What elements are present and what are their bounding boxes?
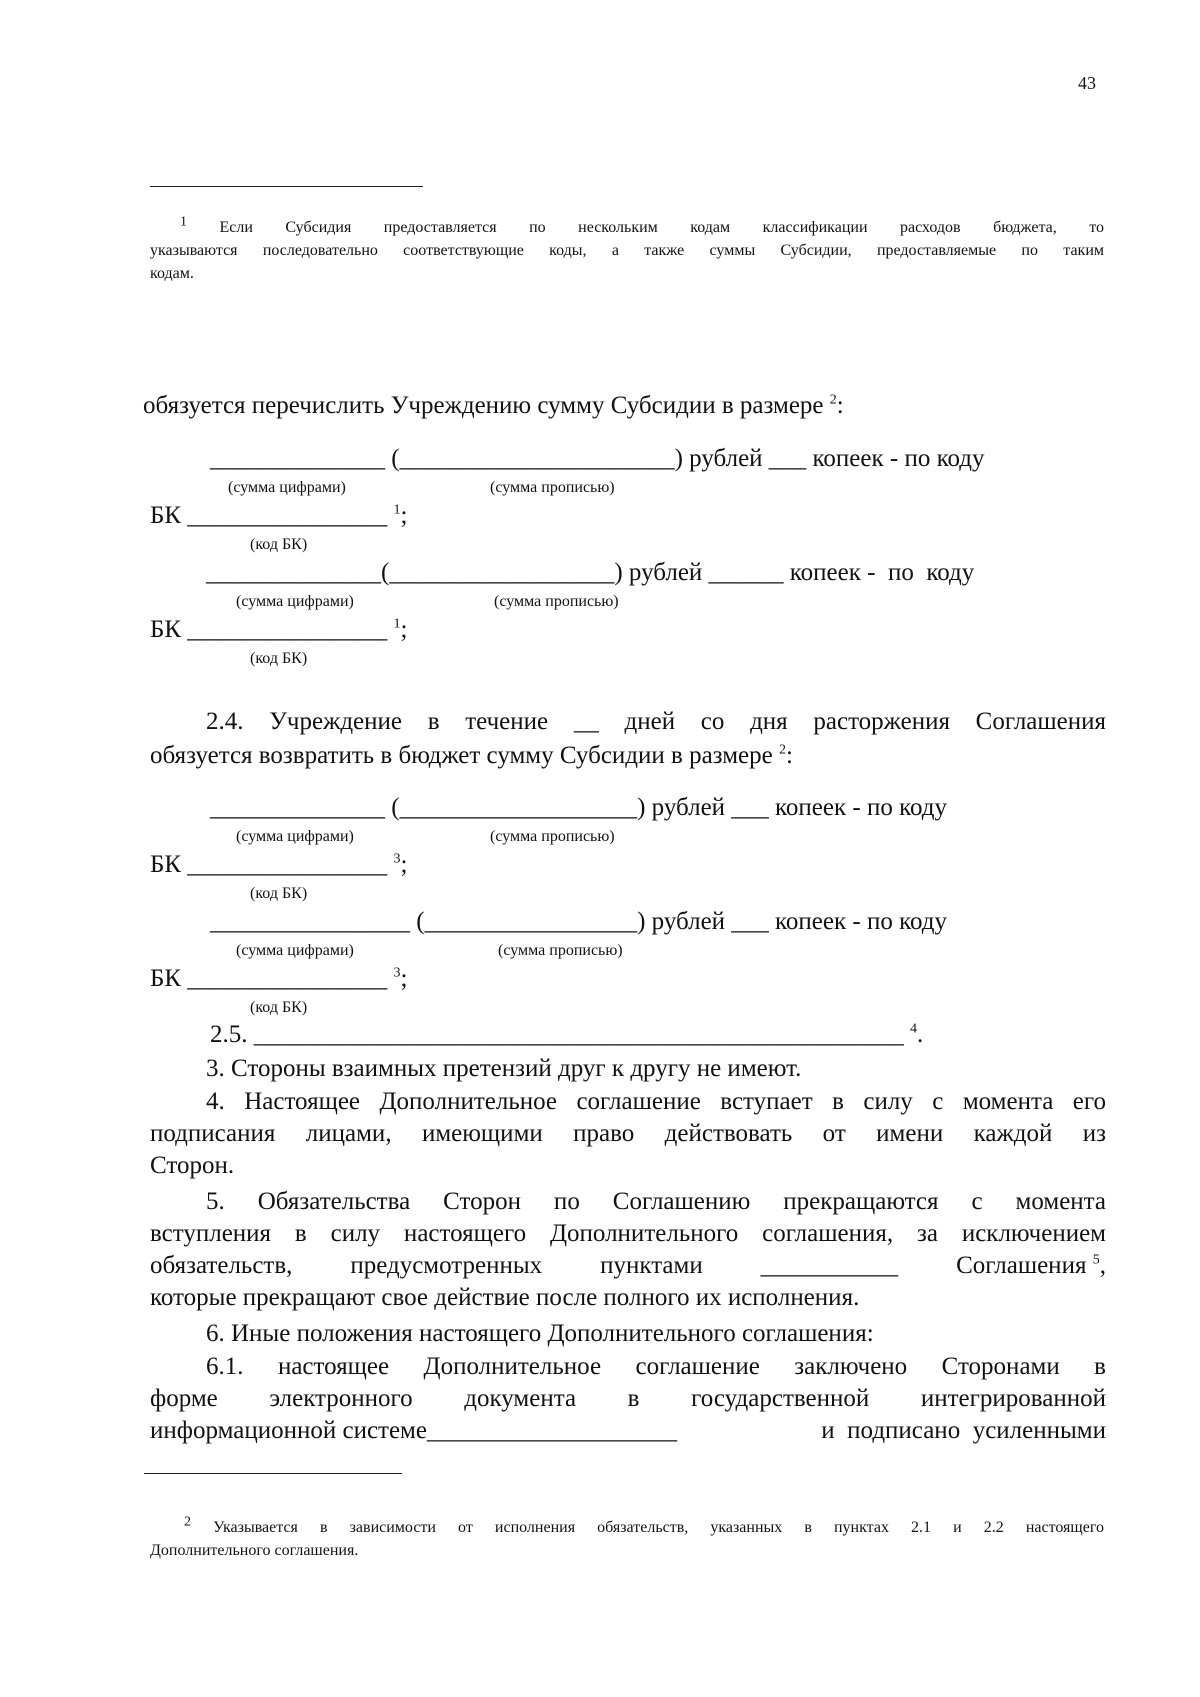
sum-words-blank: ______________________ [399, 445, 675, 472]
para-4 [150, 1086, 1106, 1182]
sum-words-blank: _________________ [424, 908, 638, 935]
page-number: 43 [1078, 73, 1096, 93]
para-6-1-text: информационной системе [150, 1417, 427, 1444]
para-5-line-1: 5. Обязательства Сторон по Соглашению прекращаются с момента [206, 1188, 1106, 1215]
caption-sum-digits: (сумма цифрами) [236, 828, 354, 845]
bk-label: БК [150, 851, 182, 878]
footnote-2-number: 2 [184, 1514, 191, 1530]
para-2-4-sup: 2 [778, 742, 786, 758]
kopecks-blank: ______ [708, 559, 784, 586]
sum-words-blank: ___________________ [399, 794, 638, 821]
caption-sum-digits: (сумма цифрами) [236, 942, 354, 959]
block-b-row-1 [210, 792, 947, 824]
caption-bk: (код БК) [250, 885, 308, 902]
bk-sup: 1 [393, 616, 401, 632]
bk-blank: ________________ [187, 851, 388, 878]
bk-label: БК [150, 965, 182, 992]
bk-tail: ; [400, 502, 408, 529]
block-b-bk-1 [150, 849, 407, 881]
bk-label: БК [150, 616, 182, 643]
bk-sup: 3 [393, 851, 401, 867]
para-2-4-tail: : [785, 742, 793, 769]
bk-tail: ; [400, 851, 408, 878]
block-a-bk-1 [150, 500, 407, 532]
sum-digits-blank: ______________ [206, 559, 381, 586]
kopecks-blank: ___ [731, 794, 769, 821]
paren-close: ) [614, 559, 623, 586]
caption-bk: (код БК) [250, 650, 308, 667]
caption-sum-words: (сумма прописью) [490, 479, 615, 496]
kopecks-blank: ___ [731, 908, 769, 935]
para-5-word: пунктами [600, 1252, 703, 1279]
sum-digits-blank: ______________ [210, 794, 385, 821]
caption-sum-digits: (сумма цифрами) [236, 593, 354, 610]
paren-close: ) [637, 908, 646, 935]
para-2-4-text: 2.4. Учреждение в течение __ дней со дня расторжения Соглашения [206, 708, 1106, 735]
para-6-1-line-2: форме электронного документа в государственной интегрированной [150, 1385, 1106, 1412]
block-a-row-2 [206, 557, 974, 589]
para-6-1-line-1: 6.1. настоящее Дополнительное соглашение заключено Сторонами в [206, 1353, 1106, 1380]
footnote-2-line-2: Дополнительного соглашения. [150, 1542, 359, 1559]
block-a-bk-2 [150, 614, 407, 646]
para-5-line-2: вступления в силу настоящего Дополнительного соглашения, за исключением [150, 1220, 1106, 1247]
caption-bk: (код БК) [250, 536, 308, 553]
para-6-1-line-3 [150, 1415, 1106, 1447]
footnote-separator [150, 186, 423, 187]
kopecks-label: копеек - по коду [789, 559, 975, 586]
rubles-label: рублей [651, 794, 726, 821]
bk-blank: ________________ [187, 502, 388, 529]
footnote-1-line-3: кодам. [150, 265, 194, 282]
para-2-5 [210, 1019, 923, 1051]
sum-words-blank: __________________ [389, 559, 615, 586]
caption-bk: (код БК) [250, 999, 308, 1016]
paren-open: ( [391, 794, 400, 821]
para-5-word: предусмотренных [350, 1252, 543, 1279]
para-5-line-3 [150, 1250, 1106, 1282]
kopecks-label: копеек - по коду [775, 908, 947, 935]
paren-close: ) [637, 794, 646, 821]
bk-blank: ________________ [187, 616, 388, 643]
kopecks-label: копеек - по коду [812, 445, 985, 472]
para-2-4-line-2-text: обязуется возвратить в бюджет сумму Субсидии в размере [150, 742, 773, 769]
bk-tail: ; [400, 965, 408, 992]
bk-sup: 1 [393, 502, 401, 518]
para-3: 3. Стороны взаимных претензий друг к другу не имеют. [206, 1055, 802, 1082]
paren-close: ) [674, 445, 683, 472]
para-2-5-number: 2.5. [210, 1021, 248, 1048]
para-6: 6. Иные положения настоящего Дополнительного соглашения: [206, 1320, 874, 1347]
intro-sup: 2 [829, 392, 837, 408]
sum-digits-blank: ________________ [210, 908, 410, 935]
para-5-word: Соглашения [956, 1252, 1087, 1279]
paren-open: ( [381, 559, 390, 586]
paren-open: ( [391, 445, 400, 472]
footnote-1-line-1: Если Субсидия предоставляется по нескольким кодам классификации расходов бюджета, то [219, 219, 1105, 236]
block-b-bk-2 [150, 963, 407, 995]
intro-text: обязуется перечислить Учреждению сумму Субсидии в размере [143, 392, 824, 419]
sum-digits-blank: ______________ [210, 445, 385, 472]
paren-open: ( [416, 908, 425, 935]
para-5-points-blank: ___________ [760, 1252, 899, 1279]
bk-sup: 3 [393, 965, 401, 981]
bk-label: БК [150, 502, 182, 529]
para-2-4-line-2 [150, 740, 793, 772]
block-b-row-2 [210, 906, 947, 938]
caption-sum-words: (сумма прописью) [494, 593, 619, 610]
para-4-line-1: 4. Настоящее Дополнительное соглашение вступает в силу с момента его [206, 1088, 1106, 1115]
para-2-5-tail: . [917, 1021, 924, 1048]
footnote-2-line-1: Указывается в зависимости от исполнения обязательств, указанных в пунктах 2.1 и 2.2 настоящего [213, 1519, 1105, 1536]
para-5 [150, 1186, 1106, 1314]
intro-tail: : [836, 392, 844, 419]
para-4-line-3: Сторон. [150, 1152, 235, 1179]
caption-sum-digits: (сумма цифрами) [228, 479, 346, 496]
para-2-5-blank: ____________________________________________________ [253, 1021, 904, 1048]
caption-sum-words: (сумма прописью) [490, 828, 615, 845]
footnote-1 [150, 216, 1104, 285]
para-5-line-4: которые прекращают свое действие после полного их исполнения. [150, 1284, 860, 1311]
footnote-2 [150, 1516, 1104, 1562]
intro-line [143, 390, 844, 422]
para-2-5-sup: 4 [910, 1021, 917, 1037]
kopecks-blank: ___ [768, 445, 807, 472]
para-5-word: обязательств, [150, 1252, 293, 1279]
bk-blank: ________________ [187, 965, 388, 992]
bk-tail: ; [400, 616, 408, 643]
footnote-1-line-2: указываются последовательно соответствующие коды, а также суммы Субсидии, предоставляемые по таким [150, 242, 1104, 259]
para-6-1-blank: ____________________ [426, 1417, 677, 1444]
para-5-sup: 5 [1092, 1252, 1100, 1268]
para-2-4-line-1 [206, 706, 1106, 738]
rubles-label: рублей [689, 445, 763, 472]
footnote-1-number: 1 [180, 214, 187, 230]
block-a-row-1 [210, 443, 984, 475]
footnote-separator [144, 1473, 402, 1474]
para-6-1-text: и подписано усиленными [821, 1417, 1106, 1444]
rubles-label: рублей [651, 908, 726, 935]
rubles-label: рублей [628, 559, 703, 586]
kopecks-label: копеек - по коду [775, 794, 947, 821]
para-5-tail: , [1099, 1252, 1106, 1279]
para-6-1 [150, 1351, 1106, 1447]
para-4-line-2: подписания лицами, имеющими право действовать от имени каждой из [150, 1120, 1106, 1147]
caption-sum-words: (сумма прописью) [498, 942, 623, 959]
